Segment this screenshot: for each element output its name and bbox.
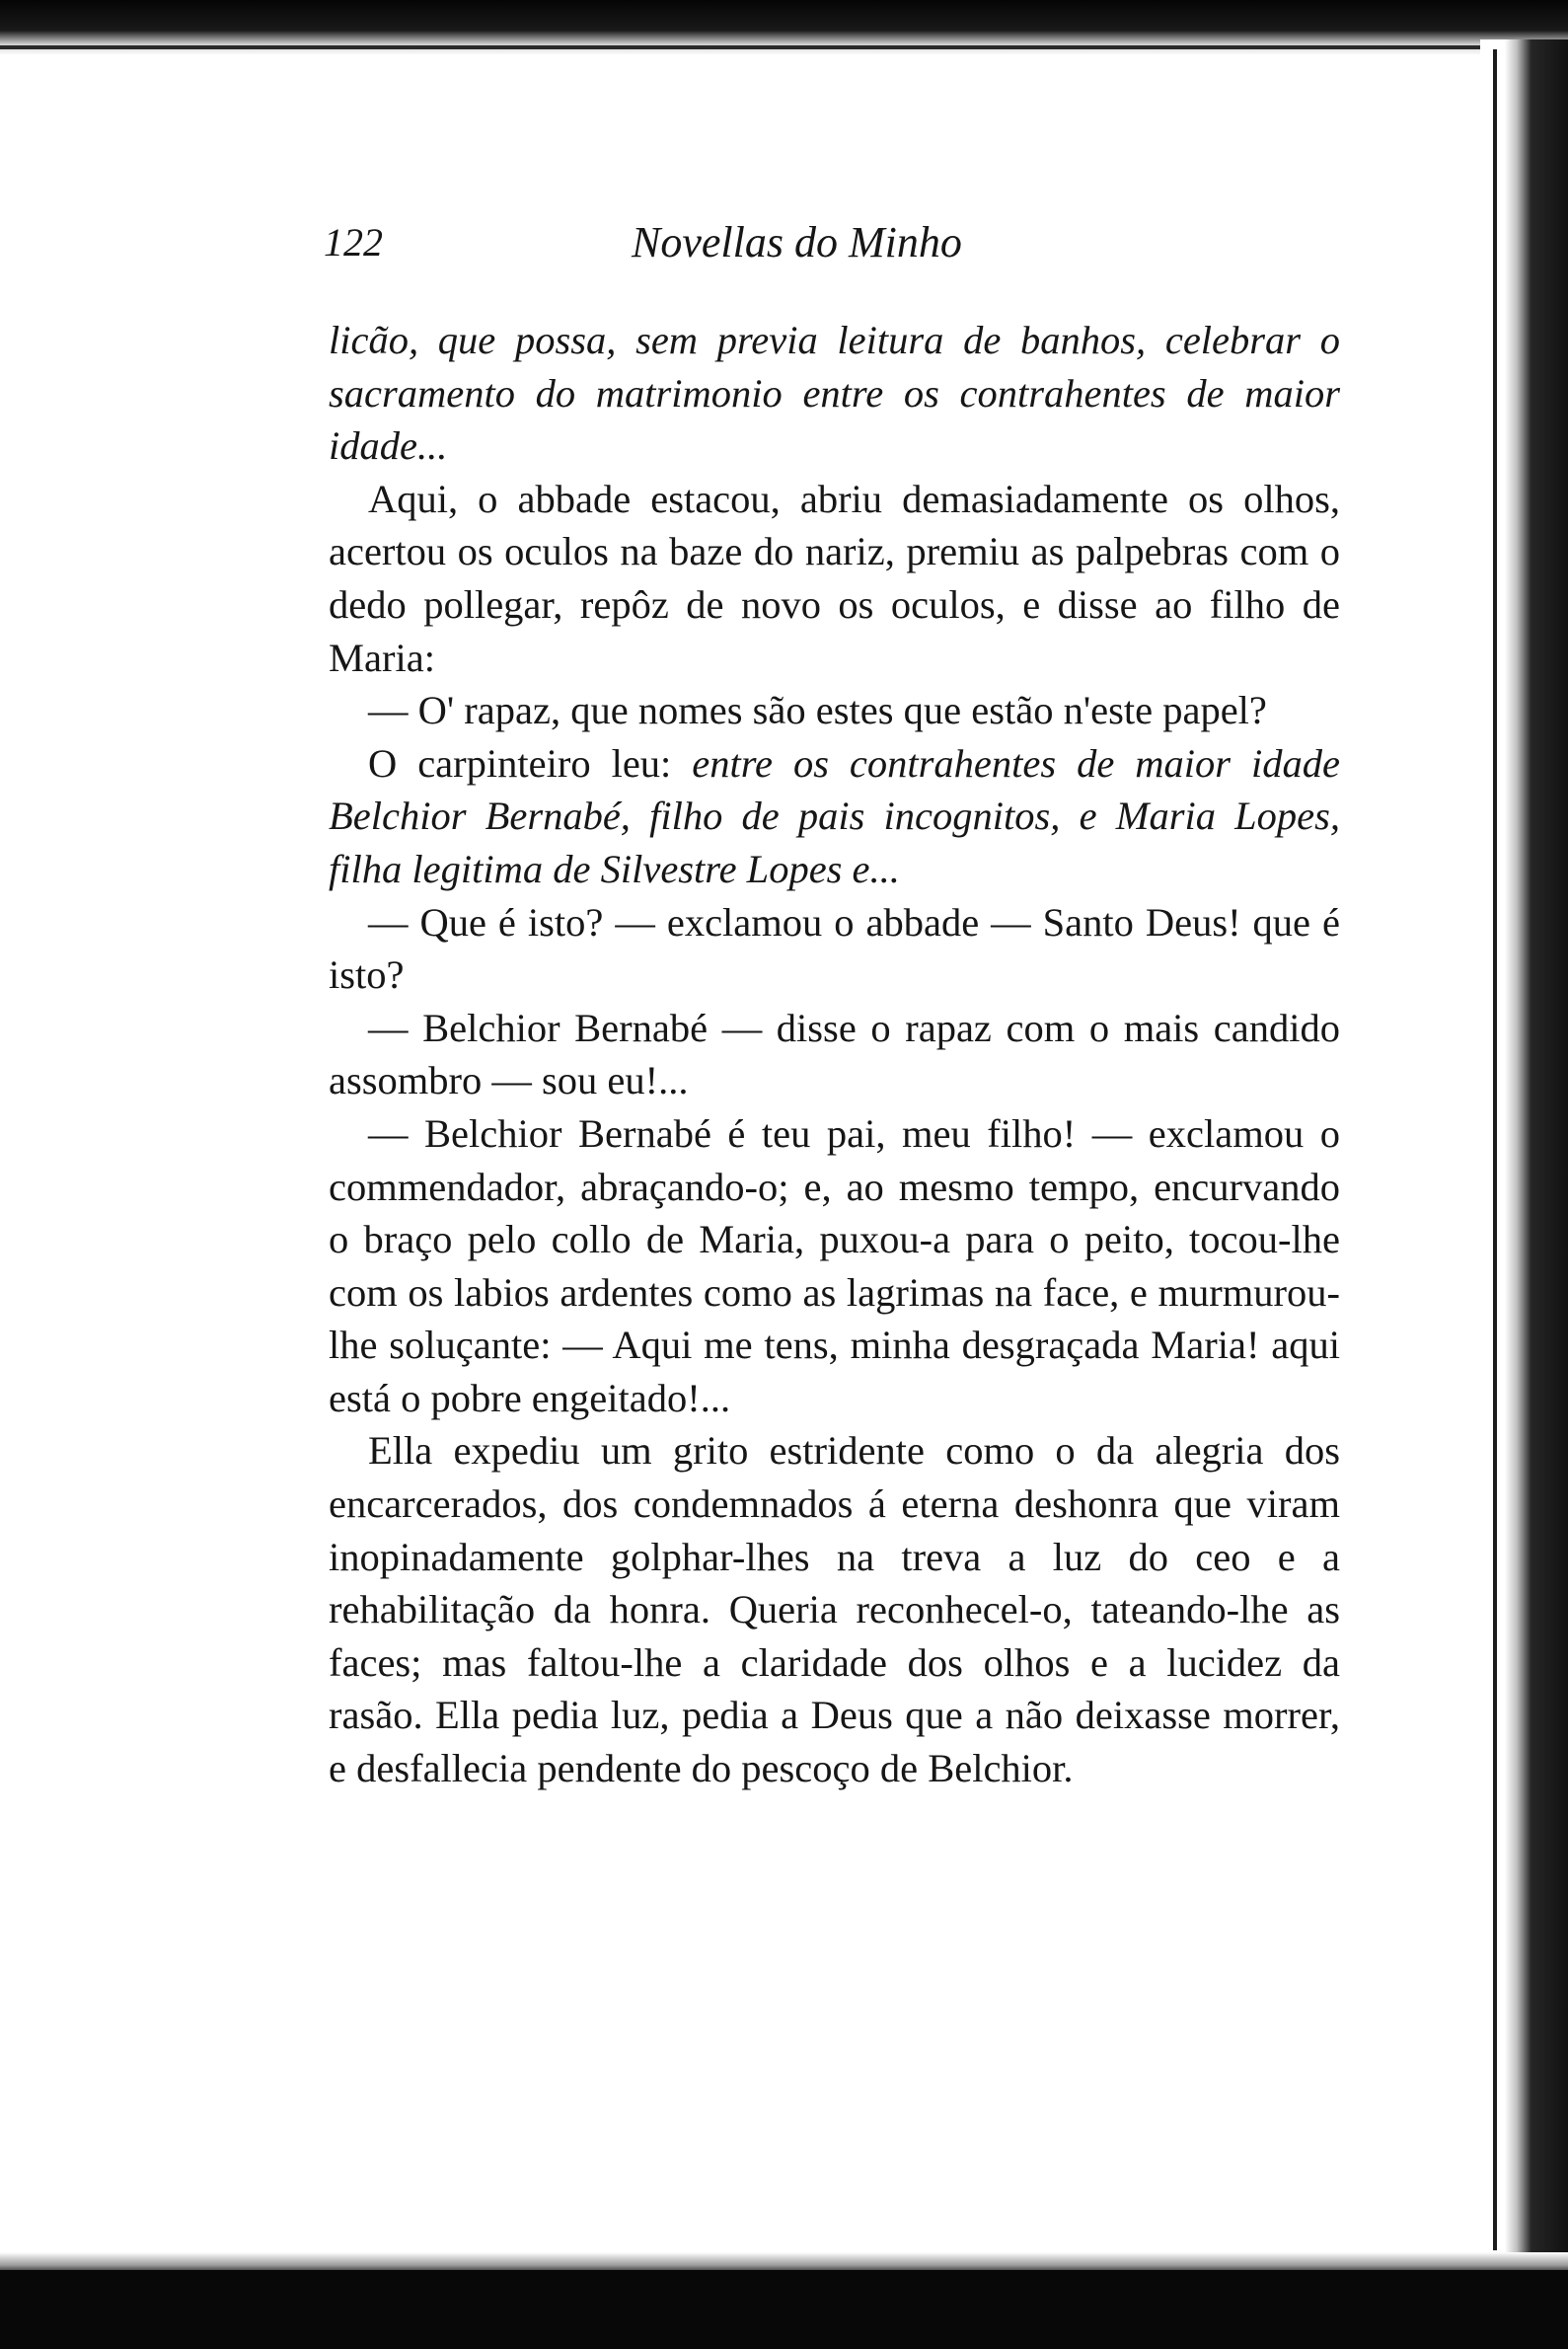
text-run: licão, que possa, sem previa leitura de banhos, celebrar o sacramento do matrimonio entre os contrahentes de maior idade... <box>329 318 1340 469</box>
text-run: — Belchior Bernabé — disse o rapaz com o mais candido assombro — sou eu!... <box>329 1005 1340 1103</box>
text-run: — Belchior Bernabé é teu pai, meu filho! — exclamou o commendador, abraçando-o; e, ao mesmo tempo, encurvando o braço pelo collo de Maria, puxou-a para o peito, tocou-lhe com os labios ardentes como as lagrimas na face, e murmurou-lhe soluçante: — Aqui me tens, minha desgraçada Maria! aqui está o pobre engeitado!... <box>329 1110 1340 1420</box>
paragraph <box>329 684 1340 737</box>
paragraph <box>329 1002 1340 1107</box>
running-title: Novellas do Minho <box>632 218 962 266</box>
text-run: — O' rapaz, que nomes são estes que estão n'este papel? <box>368 688 1267 733</box>
scan-right-line <box>1493 49 1497 2250</box>
text-run: — Que é isto? — exclamou o abbade — Santo Deus! que é isto? <box>329 899 1340 998</box>
text-run: O carpinteiro leu: <box>368 740 693 786</box>
text-run: Aqui, o abbade estacou, abriu demasiadamente os olhos, acertou os oculos na baze do nariz, premiu as palpebras com o dedo pollegar, repôz de novo os oculos, e disse ao filho de Maria: <box>329 476 1340 680</box>
paragraph <box>329 1424 1340 1794</box>
paragraph <box>329 896 1340 1002</box>
scan-bottom-edge <box>0 2270 1568 2349</box>
paragraph <box>329 1107 1340 1425</box>
paragraph <box>329 314 1340 473</box>
text-run: Ella expediu um grito estridente como o da alegria dos encarcerados, dos condemnados á eterna deshonra que viram inopinadamente golphar-lhes na treva a luz do ceo e a rehabilitação da honra. Queria reconhecel-o, tateando-lhe as faces; mas faltou-lhe a claridade dos olhos e a lucidez da rasão. Ella pedia luz, pedia a Deus que a não deixasse morrer, e desfallecia pendente do pescoço de Belchior. <box>329 1428 1340 1791</box>
text-run: entre os contrahentes de maior idade Belchior Bernabé, filho de pais incognitos, e Maria Lopes, filha legitima de Silvestre Lopes e... <box>329 740 1340 891</box>
page-number: 122 <box>324 220 383 265</box>
body-text <box>329 314 1340 1795</box>
scan-top-rule <box>0 45 1539 49</box>
paragraph <box>329 737 1340 896</box>
paragraph <box>329 473 1340 684</box>
